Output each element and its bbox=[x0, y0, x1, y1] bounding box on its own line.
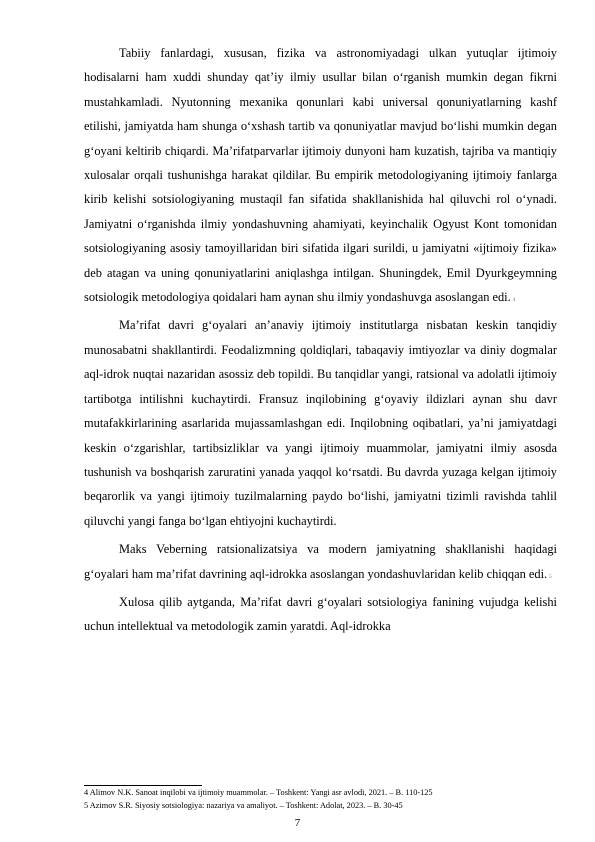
paragraph-4 bbox=[84, 590, 557, 639]
page-number: 7 bbox=[294, 817, 301, 829]
paragraph-3 bbox=[84, 537, 557, 586]
paragraph-text: Tabiiy fanlardagi, xususan, fizika va astronomiyadagi ulkan yutuqlar ijtimoiy hodisalarni ham xuddi shunday qat’iy ilmiy usullar bilan o‘rganish mumkin degan fikrni mustahkamladi. Nyutonning mexanika qonunlari kabi universal qonuniyatlarning kashf etilishi, jamiyatda ham shunga o‘xshash tartib va qonuniyatlar mavjud bo‘lishi mumkin degan g‘oyani keltirib chiqardi. Ma’rifatparvarlar ijtimoiy dunyoni ham kuzatish, tajriba va mantiqiy xulosalar orqali tushunishga harakat qildilar. Bu empirik metodologiyaning ijtimoiy fanlarga kirib kelishi sotsiologiyaning mustaqil fan sifatida shakllanishida hal qiluvchi rol o‘ynadi. Jamiyatni o‘rganishda ilmiy yondashuvning ahamiyati, keyinchalik Ogyust Kont tomonidan sotsiologiyaning asosiy tamoyillaridan biri sifatida ilgari surildi, u jamiyatni «ijtimoiy fizika» deb atagan va uning qonuniyatlarini aniqlashga intilgan. Shuningdek, Emil Dyurkgeymning sotsiologik metodologiya qoidalari ham aynan shu ilmiy yondashuvga asoslangan edi. bbox=[84, 46, 557, 305]
paragraph-text: Xulosa qilib aytganda, Ma’rifat davri g‘oyalari sotsiologiya fanining vujudga kelishi uchun intellektual va metodologik zamin yaratdi. Aql-idrokka bbox=[84, 594, 557, 634]
paragraph-1 bbox=[84, 41, 557, 309]
paragraph-text: Ma’rifat davri g‘oyalari an’anaviy ijtimoiy institutlarga nisbatan keskin tanqidiy munosabatni shakllantirdi. Feodalizmning qoldiqlari, tabaqaviy imtiyozlar va diniy dogmalar aql-idrok nuqtai nazaridan asossiz deb topildi. Bu tanqidlar yangi, ratsional va adolatli ijtimoiy tartibotga intilishni kuchaytirdi. Fransuz inqilobining g‘oyaviy ildizlari aynan shu davr mutafakkirlarining asarlarida mujassamlashgan edi. Inqilobning oqibatlari, ya’ni jamiyatdagi keskin o‘zgarishlar, tartibsizliklar va yangi ijtimoiy muammolar, jamiyatni ilmiy asosda tushunish va boshqarish zaruratini yanada yaqqol ko‘rsatdi. Bu davrda yuzaga kelgan ijtimoiy beqarorlik va yangi ijtimoiy tuzilmalarning paydo bo‘lishi, jamiyatni tizimli ravishda tahlil qiluvchi yangi fanga bo‘lgan ehtiyojni kuchaytirdi. bbox=[84, 318, 557, 528]
footnotes bbox=[84, 787, 564, 812]
body-text bbox=[84, 41, 557, 639]
footnote-ref[interactable]: 4 bbox=[512, 298, 516, 304]
footnote-separator bbox=[84, 785, 202, 786]
footnote-item: 4 Alimov N.K. Sanoat inqilobi va ijtimoiy muammolar. – Toshkent: Yangi asr avlodi, 2021. – B. 110-125 bbox=[84, 788, 433, 797]
footnote-item: 5 Azimov S.R. Siyosiy sotsiologiya: nazariya va amaliyot. – Toshkent: Adolat, 2023. – B. 30-45 bbox=[84, 800, 403, 810]
paragraph-2 bbox=[84, 313, 557, 533]
paragraph-text: Maks Veberning ratsionalizatsiya va modern jamiyatning shakllanishi haqidagi g‘oyalari ham ma’rifat davrining aql-idrokka asoslangan yondashuvlaridan kelib chiqqan edi. bbox=[84, 542, 557, 581]
footnote-ref[interactable]: 5 bbox=[549, 574, 552, 580]
